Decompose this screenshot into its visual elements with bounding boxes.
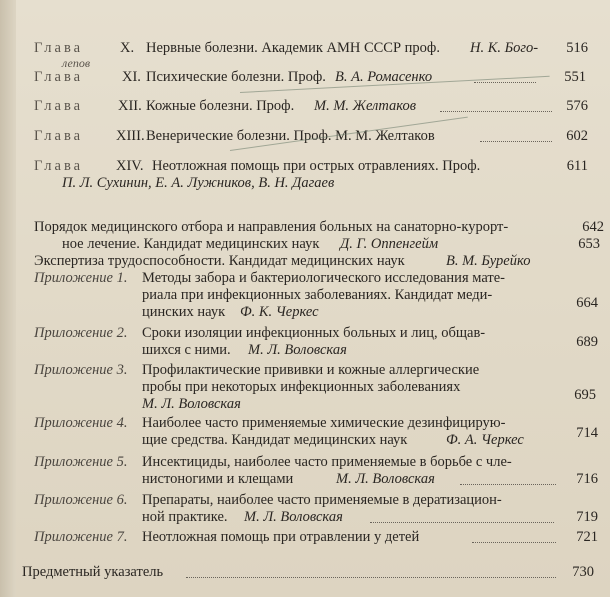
chapter-author: Н. К. Бого- [470,40,539,56]
page-number: 689 [576,334,598,350]
leader-dots [186,577,556,578]
chapter-author: М. М. Желтаков [314,98,417,114]
section-author: Д. Г. Оппенгейм [340,236,439,252]
leader-dots [460,484,556,485]
chapter-label: Глава [34,40,84,56]
chapter-number: XII. [118,98,142,114]
page-number: 716 [576,471,598,487]
page-number: 719 [576,509,598,525]
appendix-title-cont: цинских наук [142,304,226,320]
leader-dots [472,542,556,543]
chapter-number: XIV. [116,158,144,174]
chapter-title: Нервные болезни. Академик АМН СССР проф. [146,40,440,56]
appendix-title-cont: шихся с ними. [142,342,231,358]
appendix-title: Методы забора и бактериологического исследования мате- [142,270,505,286]
appendix-title-cont: ной практике. [142,509,228,525]
page-number: 664 [576,295,598,311]
page-number: 642 [582,219,604,235]
chapter-number: X. [120,40,135,56]
chapter-title: Психические болезни. Проф. [146,69,326,85]
page-number: 576 [566,98,588,114]
section-title: Экспертиза трудоспособности. Кандидат медицинских наук [34,253,405,269]
page-number: 602 [566,128,588,144]
leader-dots [474,82,536,83]
page-number: 695 [574,387,596,403]
chapter-author-cont: лепов [62,56,91,70]
page-number: 551 [564,69,586,85]
leader-dots [480,141,552,142]
appendix-author: Ф. К. Черкес [240,304,319,320]
appendix-title: Неотложная помощь при отравлении у детей [142,529,420,545]
index-title: Предметный указатель [22,564,164,580]
chapter-title: Венерические болезни. Проф. М. М. Желтаков [146,128,435,144]
page-edge-shadow [0,0,16,597]
appendix-label: Приложение 3. [34,362,128,378]
appendix-title: Препараты, наиболее часто применяемые в дератизацион- [142,492,502,508]
page-number: 721 [576,529,598,545]
chapter-author: В. А. Ромасенко [335,69,433,85]
chapter-label: Глава [34,128,84,144]
page-number: 611 [566,158,588,174]
appendix-author: Ф. А. Черкес [446,432,524,448]
chapter-title: Кожные болезни. Проф. [146,98,295,114]
appendix-label: Приложение 1. [34,270,128,286]
appendix-title: Инсектициды, наиболее часто применяемые в борьбе с чле- [142,454,512,470]
section-title-cont: ное лечение. Кандидат медицинских наук [62,236,320,252]
appendix-title: Наиболее часто применяемые химические дезинфицирую- [142,415,506,431]
section-author: В. М. Бурейко [446,253,531,269]
section-title: Порядок медицинского отбора и направления больных на санаторно-курорт- [34,219,509,235]
appendix-title-cont: пробы при некоторых инфекционных заболеваниях [142,379,461,395]
chapter-authors: П. Л. Сухинин, Е. А. Лужников, В. Н. Дагаев [62,175,335,191]
page-number: 730 [572,564,594,580]
appendix-title-cont: щие средства. Кандидат медицинских наук [142,432,408,448]
appendix-label: Приложение 2. [34,325,128,341]
chapter-label: Глава [34,69,84,85]
appendix-title: Сроки изоляции инфекционных больных и лиц, общав- [142,325,486,341]
page-number: 714 [576,425,598,441]
leader-dots [370,522,554,523]
page-number: 516 [566,40,588,56]
appendix-title-cont: нистоногими и клещами [142,471,294,487]
chapter-number: XIII. [116,128,145,144]
appendix-label: Приложение 5. [34,454,128,470]
appendix-label: Приложение 4. [34,415,128,431]
appendix-author: М. Л. Воловская [244,509,343,525]
appendix-label: Приложение 7. [34,529,128,545]
appendix-title: Профилактические прививки и кожные аллергические [142,362,480,378]
appendix-title-cont: риала при инфекционных заболеваниях. Кандидат меди- [142,287,493,303]
appendix-label: Приложение 6. [34,492,128,508]
appendix-author: М. Л. Воловская [336,471,435,487]
chapter-label: Глава [34,158,84,174]
appendix-author: М. Л. Воловская [248,342,347,358]
chapter-number: XI. [122,69,141,85]
leader-dots [440,111,552,112]
appendix-author: М. Л. Воловская [142,396,241,412]
chapter-label: Глава [34,98,84,114]
page-number: 653 [578,236,600,252]
chapter-title: Неотложная помощь при острых отравлениях. Проф. [152,158,481,174]
